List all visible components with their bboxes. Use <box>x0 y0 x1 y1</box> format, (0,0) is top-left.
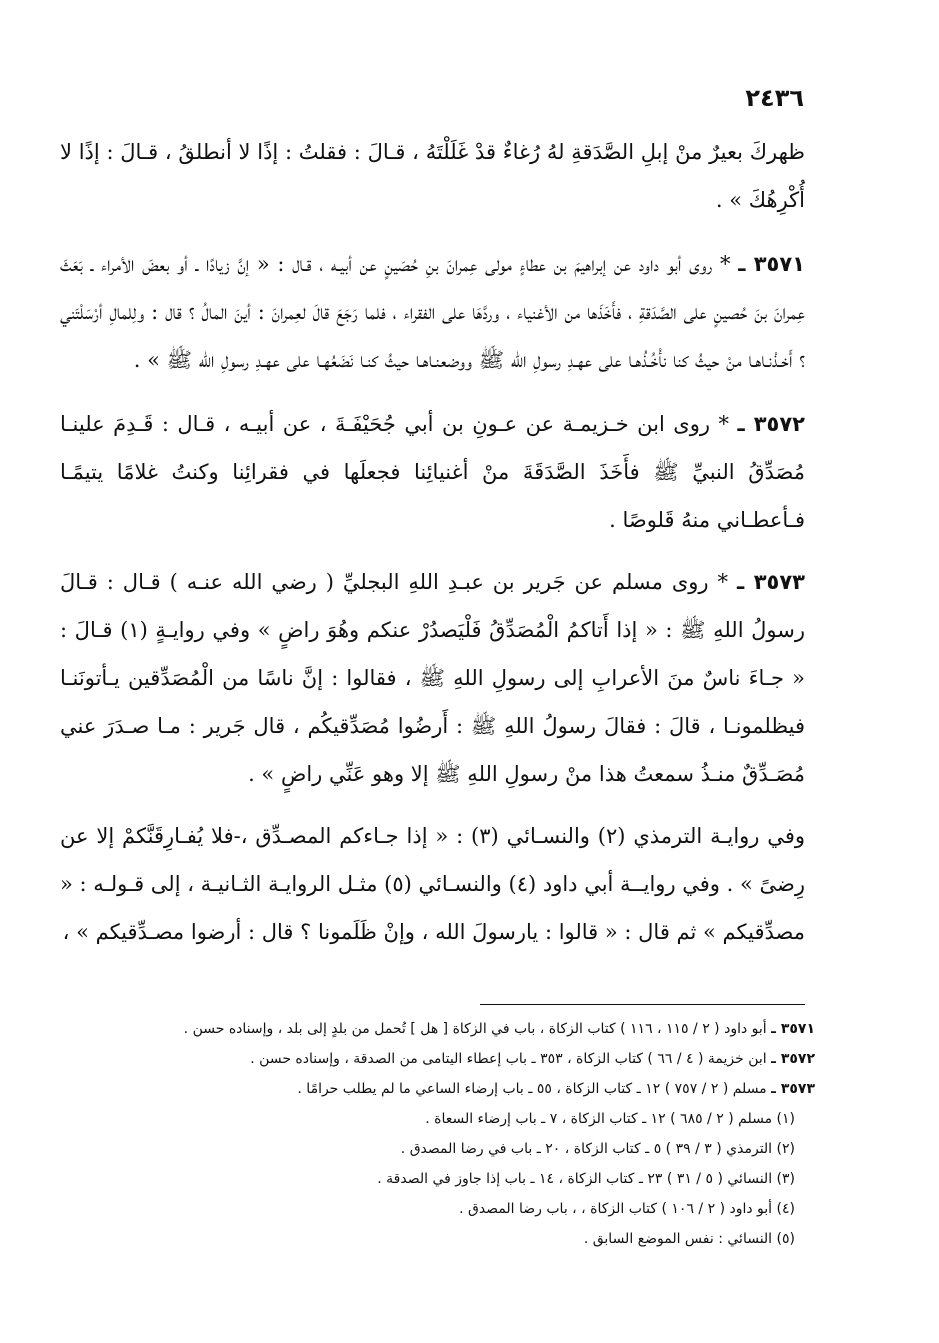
footnote-text: الترمذي ( ٣ / ٣٩ ) ٥ ـ كتاب الزكاة ، ٢٠ ـ باب في رضا المصدق . <box>400 1141 773 1157</box>
paragraph-other-narrations <box>60 812 805 956</box>
footnote-number: (٤) <box>776 1201 795 1217</box>
footnote-text: أبو داود ( ٢ / ١١٥ ، ١١٦ ) كتاب الزكاة ، باب في الزكاة [ هل ] تُحمل من بلدٍ إلى بلد ، وإسناده حسن . <box>183 1021 767 1037</box>
paragraph-text: وفي روايـة الترمذي (٢) والنسـائي (٣) : « إذا جـاءكم المصـدِّق ،-فلا يُفـارِقَنَّكمْ إلا عن رِضىً » . وفي روايــة أبي داود (٤) والنسـائي (٥) مثـل الروايـة الثـانيـة ، إلى قـولـه : « مصدِّقيكم » ثم قال : « قالوا : يارسولَ الله ، وإنْ ظَلَمونا ؟ قال : أرضوا مصـدِّقيكم » ، <box>60 824 805 944</box>
footnote-5 <box>90 1224 815 1254</box>
footnote-number: ٣٥٧٢ ـ <box>771 1051 815 1067</box>
footnote-3572 <box>90 1044 815 1074</box>
footnote-3571 <box>90 1014 815 1044</box>
footnote-4 <box>90 1194 815 1224</box>
paragraph-text: * روى أبو داود عن إبراهيمَ بن عطاءٍ مولى عِمرانَ بنِ حُصَينٍ عن أبيـه ، قـال : « إنَّ زيادًا ـ أو بعضَ الأمراء ـ بَعَثَ عِمرانَ بنَ حُصينٍ على الصَّدَقةِ ، فأَخَذَها من الأغنياء ، وردَّهَا على الفقراء ، فلما رَجَعَ قالَ لعِمرانَ : أينَ المالُ ؟ قال : ولِلمالِ أرْسَلْتَني ؟ أَخـذْنـاهـا منْ حيثُ كنا نأْخُـذُهـا على عهـدِ رسولِ الله ﷺ ووضعنـاهـا حيثُ كنـا نَضَعُهـا على عهـدِ رسولِ الله ﷺ » . <box>60 252 805 372</box>
footnote-text: أبو داود ( ٢ / ١٠٦ ) كتاب الزكاة ، ، باب رضا المصدق . <box>459 1201 773 1217</box>
hadith-number: ٣٥٧٣ ـ <box>736 570 805 594</box>
footnotes <box>90 1014 815 1254</box>
footnote-number: (٣) <box>776 1171 795 1187</box>
footnote-number: ٣٥٧٣ ـ <box>771 1081 815 1097</box>
footnote-text: النسائي ( ٥ / ٣١ ) ٢٣ ـ كتاب الزكاة ، ١٤ ـ باب إذا جاوز في الصدقة . <box>377 1171 773 1187</box>
hadith-3571 <box>60 240 805 384</box>
footnote-divider <box>480 1004 805 1005</box>
main-text <box>60 128 805 972</box>
footnote-number: (١) <box>776 1111 795 1127</box>
hadith-3573 <box>60 558 805 798</box>
paragraph-continuation <box>60 128 805 224</box>
hadith-3572 <box>60 400 805 544</box>
footnote-text: مسلم ( ٢ / ٦٨٥ ) ١٢ ـ كتاب الزكاة ، ٧ ـ باب إرضاء السعاة . <box>425 1111 773 1127</box>
footnote-text: ابن خزيمة ( ٤ / ٦٦ ) كتاب الزكاة ، ٣٥٣ ـ باب إعطاء اليتامى من الصدقة ، وإسناده حسن . <box>250 1051 767 1067</box>
footnote-text: مسلم ( ٢ / ٧٥٧ ) ١٢ ـ كتاب الزكاة ، ٥٥ ـ باب إرضاء الساعي ما لم يطلب حرامًا . <box>297 1081 767 1097</box>
footnote-2 <box>90 1134 815 1164</box>
paragraph-text: ظهركَ بعيرٌ منْ إبلِ الصَّدَقةِ لهُ رُغاءٌ قدْ غَلَلْتَهُ ، قـالَ : فقلتُ : إذًا لا أنطلقُ ، قـالَ : إذًا لا أُكْرِهُكَ » . <box>60 140 805 212</box>
footnote-text: النسائي : نفس الموضع السابق . <box>583 1231 773 1247</box>
paragraph-text: * روى مسلم عن جَرير بن عبـدِ اللهِ البجليِّ ( رضي الله عنـه ) قـال : قـالَ رسولُ اللهِ ﷺ : « إذا أَتاكمُ الْمُصَدِّقُ فَلْيَصدُرْ عنكم وهُوَ راضٍ » وفي روايـةٍ (١) قـالَ : « جـاءَ ناسٌ منَ الأعرابِ إلى رسولِ اللهِ ﷺ ، فقالوا : إنَّ ناسًا من الْمُصَدِّقين يـأتونَنـا فيظلمونـا ، قالَ : فقالَ رسولُ اللهِ ﷺ : أَرضُوا مُصَدِّقيكُم ، قال جَرير : مـا صـدَرَ عني مُصَـدِّقٌ منـذُ سمعتُ هذا منْ رسولِ اللهِ ﷺ إلا وهو عَنِّي راضٍ » . <box>60 570 805 786</box>
hadith-number: ٣٥٧٢ ـ <box>737 412 805 436</box>
paragraph-text: * روى ابن خـزيمـة عن عـونِ بن أبي جُحَيْفَـةَ ، عن أبيـه ، قـال : قَـدِمَ علينـا مُصَدِّقُ النبيِّ ﷺ فأَخَذَ الصَّدَقَةَ منْ أغنيائِنا فجعلَها في فقرائِنا وكنتُ غلامًا يتيمًـا فـأعطـاني منهُ قَلوصًا . <box>60 412 805 532</box>
footnote-number: ٣٥٧١ ـ <box>771 1021 815 1037</box>
page-number: ٢٤٣٦ <box>745 84 804 112</box>
footnote-1 <box>90 1104 815 1134</box>
footnote-number: (٥) <box>776 1231 795 1247</box>
footnote-number: (٢) <box>776 1141 795 1157</box>
footnote-3 <box>90 1164 815 1194</box>
hadith-number: ٣٥٧١ ـ <box>738 252 805 276</box>
footnote-3573 <box>90 1074 815 1104</box>
